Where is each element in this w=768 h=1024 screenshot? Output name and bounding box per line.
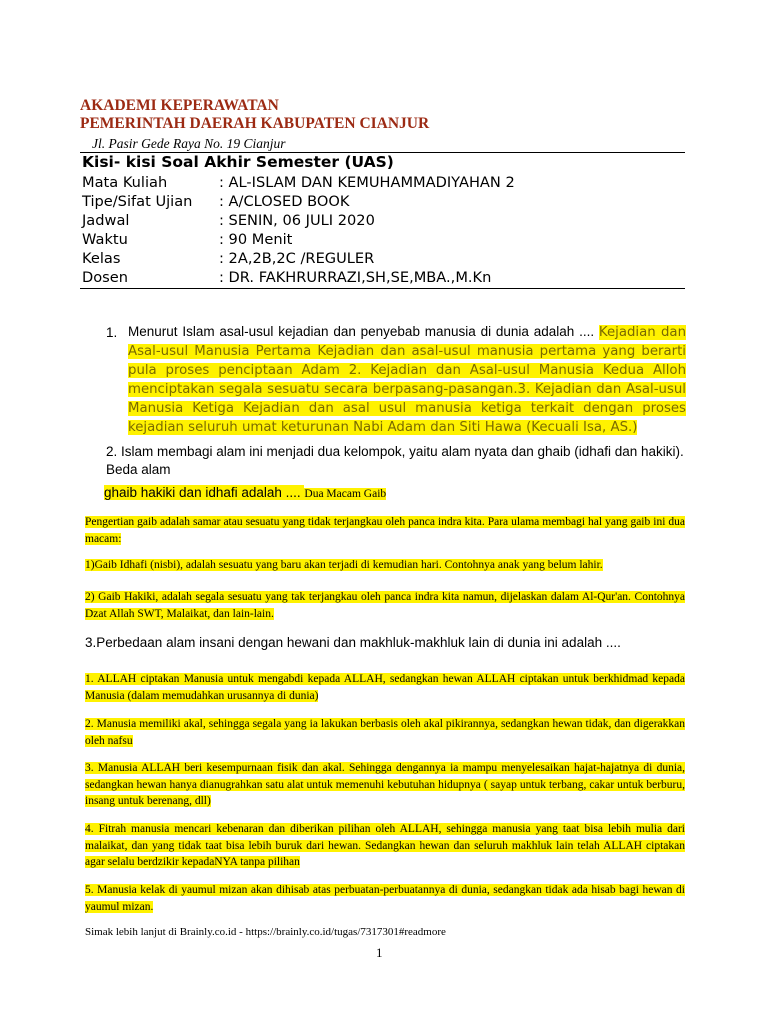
info-label: Tipe/Sifat Ujian (82, 193, 193, 210)
info-value: : AL-ISLAM DAN KEMUHAMMADIYAHAN 2 (219, 174, 515, 191)
q3-question: 3.Perbedaan alam insani dengan hewani dan makhluk-makhluk lain di dunia ini adalah .... (85, 635, 621, 650)
q2-paragraph-2-text: 1)Gaib Idhafi (nisbi), adalah sesuatu yang baru akan terjadi di kemudian hari. Contohnya anak yang belum lahir. (85, 559, 603, 571)
institution-name: AKADEMI KEPERAWATAN (80, 97, 279, 114)
q3-answer-1 (85, 671, 685, 704)
info-value: : 90 Menit (219, 231, 293, 248)
info-row-mata-kuliah (82, 173, 515, 192)
q2-answer-short: Dua Macam Gaib (304, 488, 387, 500)
info-value: : DR. FAKHRURRAZI,SH,SE,MBA.,M.Kn (219, 269, 492, 286)
header-bottom-rule (80, 288, 685, 289)
source-link[interactable]: Simak lebih lanjut di Brainly.co.id - https://brainly.co.id/tugas/7317301#readmore (85, 926, 446, 938)
q3-answer-5-text: 5. Manusia kelak di yaumul mizan akan dihisab atas perbuatan-perbuatannya di dunia, sedangkan tidak ada hisab bagi hewan di yaumul mizan. (85, 884, 685, 913)
info-value: : A/CLOSED BOOK (219, 193, 350, 210)
institution-address: Jl. Pasir Gede Raya No. 19 Cianjur (92, 136, 286, 151)
q3-answer-3-text: 3. Manusia ALLAH beri kesempurnaan fisik dan akal. Sehingga dengannya ia mampu menyelesaikan hajat-hajatnya di dunia, sedangkan hewan hanya dianugrahkan satu alat untuk memenuhi kebutuhan hidupnya ( sayap untuk terbang, cakar untuk berburu, insang untuk berenang, dll) (85, 762, 685, 807)
q1-answer: Kejadian dan Asal-usul Manusia Pertama Kejadian dan asal-usul manusia pertama yang berarti pula proses penciptaan Adam 2. Kejadian dan Asal-usul Manusia Kedua Alloh menciptakan segala sesuatu secara berpasang-pasangan.3. Kejadian dan Asal-usul Manusia Ketiga Kejadian dan asal usul manusia ketiga terkait dengan proses kejadian seluruh umat keturunan Nabi Adam dan Siti Hawa (Kecuali Isa, AS.) (128, 325, 686, 435)
page-number: 1 (376, 945, 383, 960)
q2-question: 2. Islam membagi alam ini menjadi dua kelompok, yaitu alam nyata dan ghaib (idhafi dan hakiki). Beda alam (106, 444, 684, 477)
q3-answer-5 (85, 882, 685, 915)
info-label: Mata Kuliah (82, 174, 168, 191)
info-row-tipe-ujian (82, 192, 349, 211)
info-label: Kelas (82, 250, 121, 267)
q3-answer-2 (85, 716, 685, 749)
info-value: : 2A,2B,2C /REGULER (219, 250, 375, 267)
q2-paragraph-1 (85, 514, 685, 547)
q1-question: Menurut Islam asal-usul kejadian dan penyebab manusia di dunia adalah .... (128, 324, 599, 339)
q2-paragraph-1-text: Pengertian gaib adalah samar atau sesuatu yang tidak terjangkau oleh panca indra kita. Para ulama membagi hal yang gaib ini dua macam: (85, 516, 685, 545)
info-label: Jadwal (82, 212, 130, 229)
info-label: Waktu (82, 231, 128, 248)
q3-answer-1-text: 1. ALLAH ciptakan Manusia untuk mengabdi kepada ALLAH, sedangkan hewan ALLAH ciptakan untuk berkhidmad kepada Manusia (dalam memudahkan urusannya di dunia) (85, 673, 685, 702)
q2-paragraph-2 (85, 557, 685, 574)
q2-question-cont: ghaib hakiki dan idhafi adalah .... (104, 485, 305, 500)
info-row-waktu (82, 230, 292, 249)
government-name: PEMERINTAH DAERAH KABUPATEN CIANJUR (80, 115, 430, 132)
q2-line2 (104, 484, 386, 502)
info-row-kelas (82, 249, 374, 268)
q1-number: 1. (106, 325, 118, 340)
info-value: : SENIN, 06 JULI 2020 (219, 212, 375, 229)
q3-answer-2-text: 2. Manusia memiliki akal, sehingga segala yang ia lakukan berbasis oleh akal pikirannya, sedangkan hewan tidak, dan digerakkan oleh nafsu (85, 718, 685, 747)
q2-paragraph-3 (85, 589, 685, 622)
q3-answer-3 (85, 760, 685, 810)
q2-paragraph-3-text: 2) Gaib Hakiki, adalah segala sesuatu yang tak terjangkau oleh panca indra kita namun, dijelaskan dalam Al-Qur'an. Contohnya Dzat Allah SWT, Malaikat, dan lain-lain. (85, 591, 685, 620)
info-label: Dosen (82, 269, 128, 286)
q3-answer-4 (85, 821, 685, 871)
info-row-jadwal (82, 211, 375, 230)
exam-title: Kisi- kisi Soal Akhir Semester (UAS) (82, 153, 394, 171)
q1-block (128, 323, 686, 437)
info-row-dosen (82, 268, 491, 287)
q3-answer-4-text: 4. Fitrah manusia mencari kebenaran dan diberikan pilihan oleh ALLAH, sehingga manusia yang taat bisa lebih mulia dari malaikat, dan yang tidak taat bisa lebih buruk dari hewan. Sedangkan hewan dan seluruh makhluk lain telah ALLAH ciptakan agar selalu berdzikir kepadaNYA tanpa pilihan (85, 823, 685, 868)
